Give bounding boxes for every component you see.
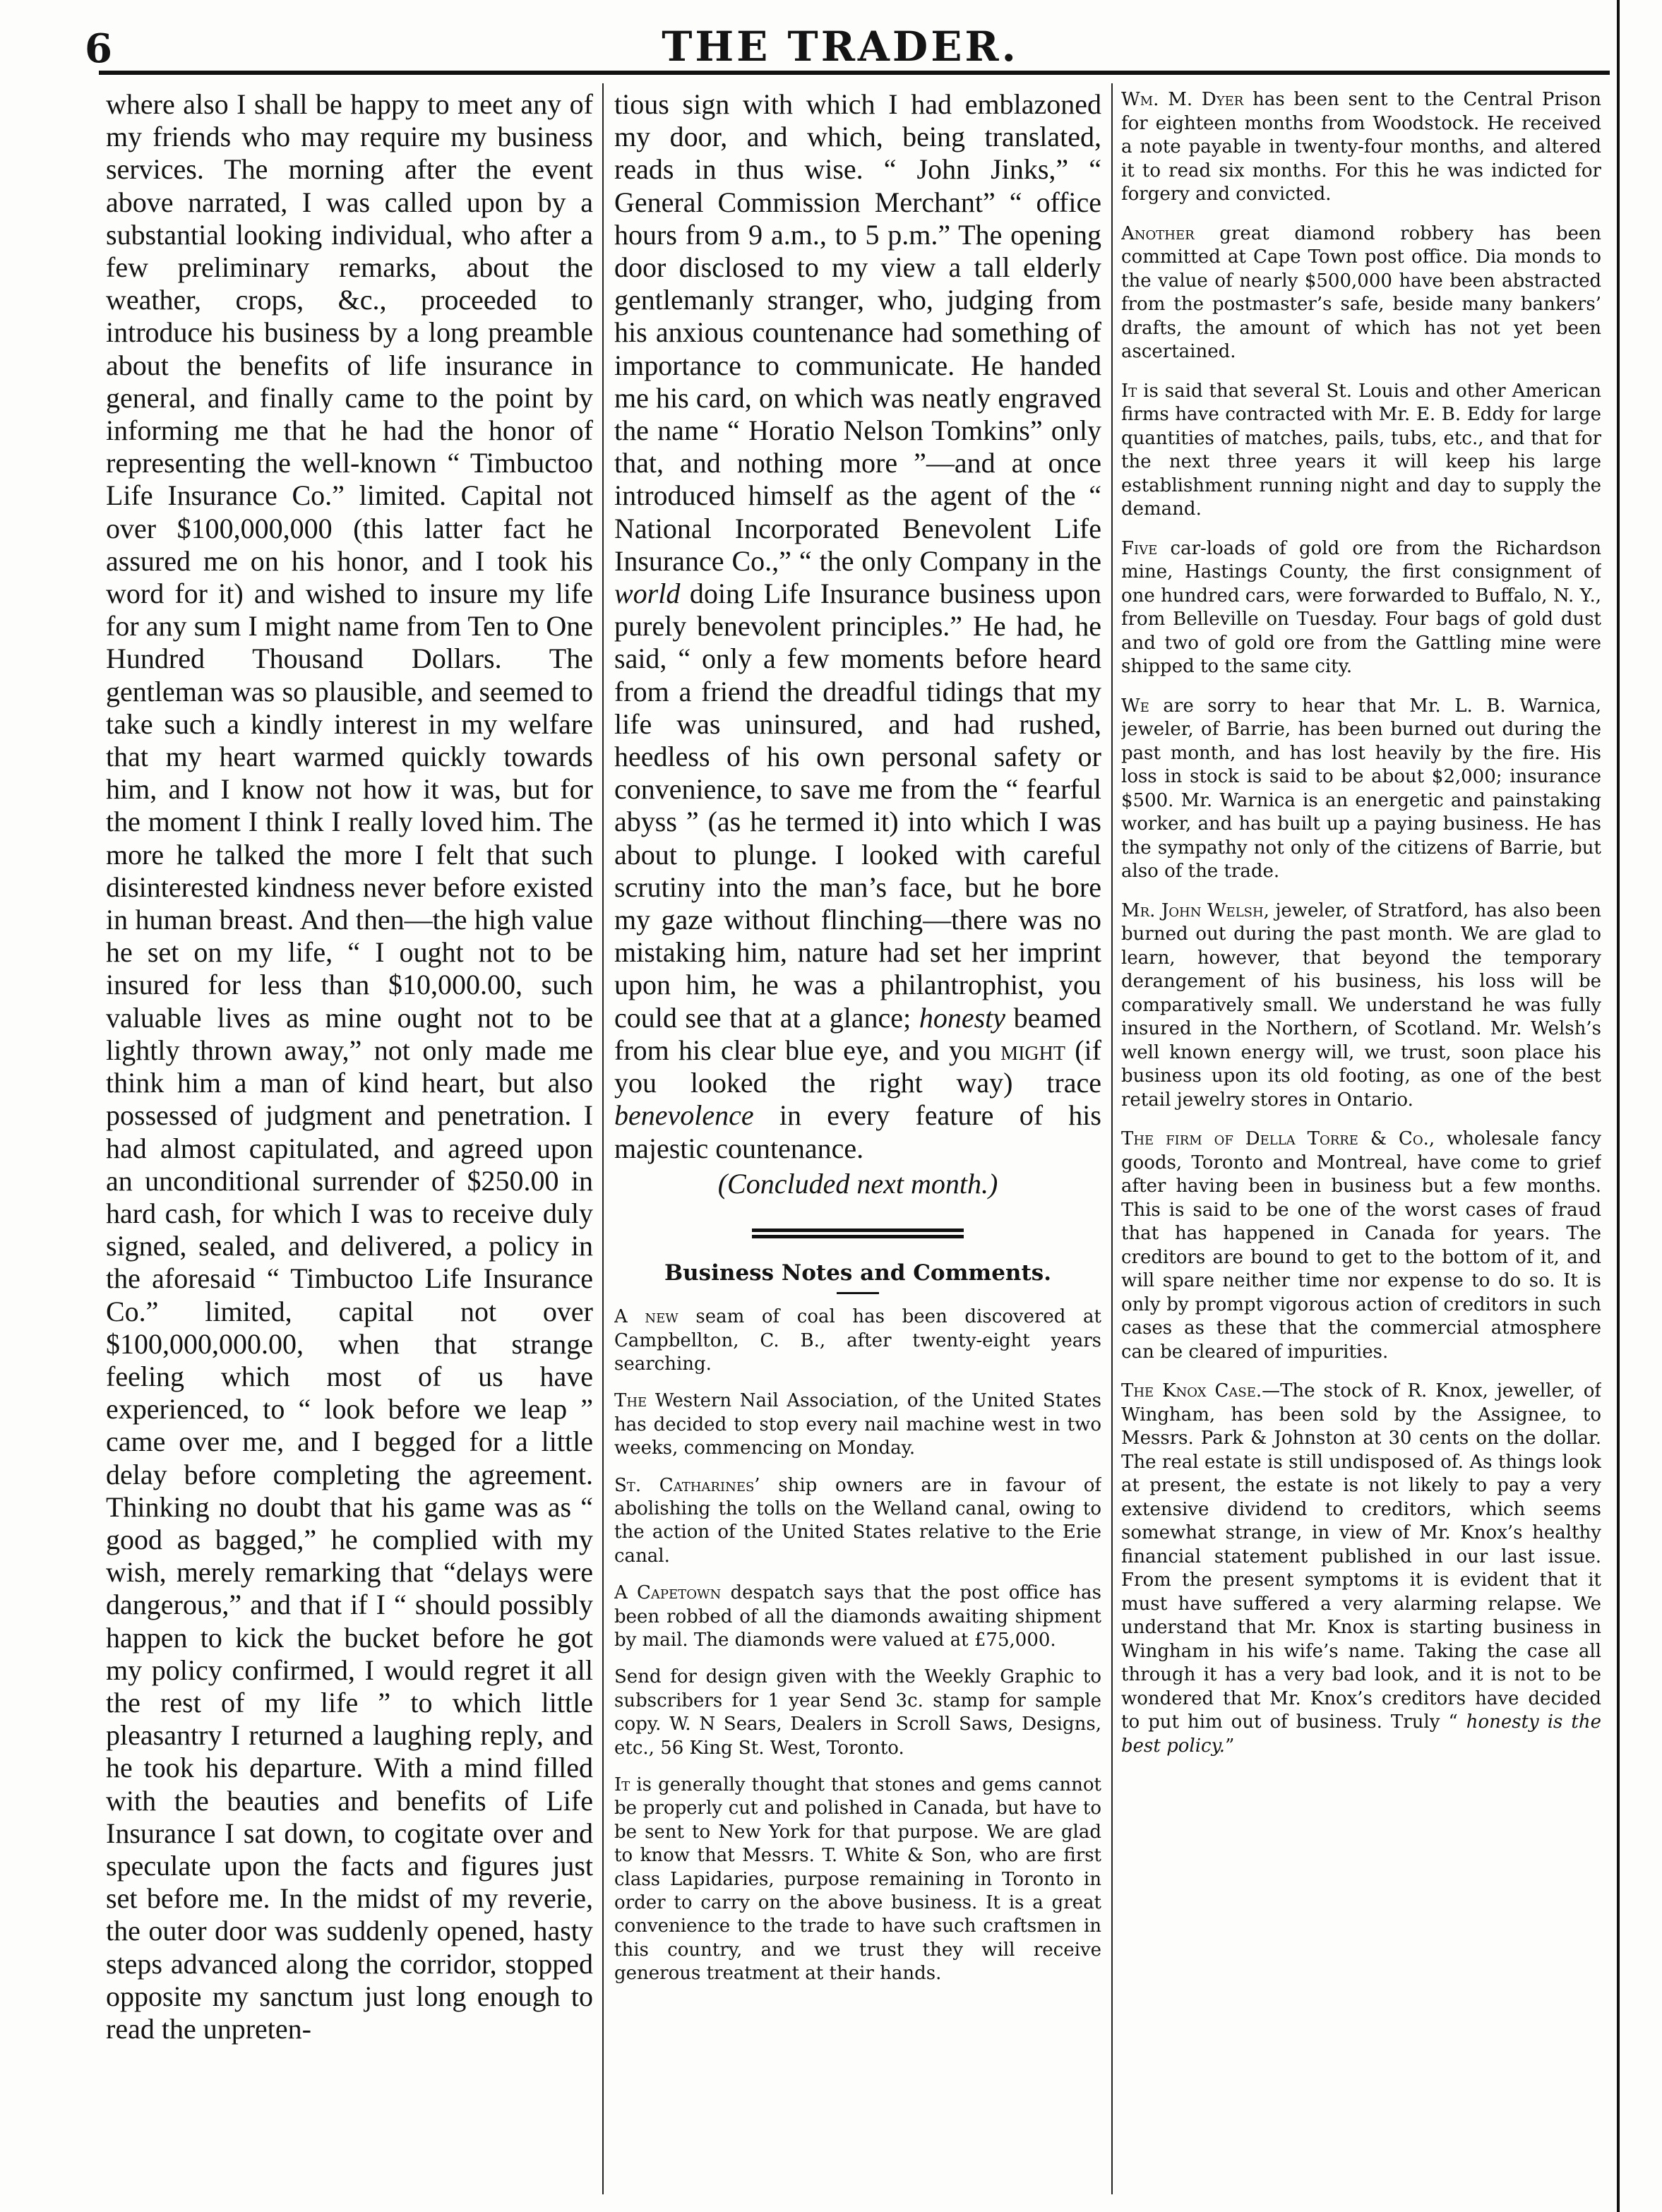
- news-item: Mr. John Welsh, jeweler, of Stratford, has also been burned out during the past month. We are glad to learn, however, that beyond the temporary derangement of his business, his loss will be comparatively small. We understand he was fully insured in the Northern, of Scotland. Mr. Welsh’s well known energy will, we trust, soon place his business upon its old footing, as one of the best retail jewelry stores in Ontario.: [1121, 899, 1601, 1111]
- news-item: The firm of Della Torre & Co., wholesale fancy goods, Toronto and Montreal, have come to grief after having been in business but a few months. This is said to be one of the worst cases of fraud that has happened in Canada for years. The creditors are bound to get to the bottom of it, and will spare neither time nor expense to do so. It is only by prompt vigorous action of creditors in such cases as these that the commercial atmosphere can be cleared of impurities.: [1121, 1128, 1601, 1363]
- business-notes-list: [614, 1305, 1101, 1986]
- page-number: 6: [85, 25, 112, 72]
- advertisement-item: Send for design given with the Weekly Graphic to subscribers for 1 year Send 3c. stamp for sample copy. W. N Sears, Dealers in Scroll Saws, Designs, etc., 56 King St. West, Toronto.: [614, 1666, 1101, 1759]
- news-item: It is said that several St. Louis and other American firms have contracted with Mr. E. B. Eddy for large quantities of matches, pails, tubs, etc., and that for the next three years it will keep his large establishment running night and day to supply the demand.: [1121, 380, 1601, 520]
- column-3: [1121, 88, 1601, 1774]
- concluded-next-month: (Concluded next month.): [717, 1167, 998, 1200]
- section-divider: [752, 1228, 964, 1238]
- news-item: Five car-loads of gold ore from the Richardson mine, Hastings County, the first consignment of one hundred cars, were forwarded to Buffalo, N. Y., from Belleville on Tuesday. Four bags of gold dust and two of gold ore from the Gattling mine were shipped to the same city.: [1121, 537, 1601, 677]
- news-item: We are sorry to hear that Mr. L. B. Warnica, jeweler, of Barrie, has been burned out during the past month, and has lost heavily by the fire. His loss in stock is said to be about $2,000; insurance $500. Mr. Warnica is an energetic and painstaking worker, and has built up a paying business. He has the sympathy not only of the citizens of Barrie, but also of the trade.: [1121, 695, 1601, 882]
- section-title: Business Notes and Comments.: [664, 1260, 1052, 1286]
- news-item: Another great diamond robbery has been committed at Cape Town post office. Dia monds to the value of nearly $500,000 have been abstracted from the postmaster’s safe, beside many bankers’ drafts, the amount of which has not yet been ascertained.: [1121, 222, 1601, 362]
- column-divider-2: [1111, 83, 1113, 2194]
- news-item: St. Catharines’ ship owners are in favour of abolishing the tolls on the Welland canal, owing to the action of the United States relative to the Erie canal.: [614, 1474, 1101, 1567]
- page-header: [71, 14, 1610, 78]
- news-item: A Capetown despatch says that the post office has been robbed of all the diamonds awaiting shipment by mail. The diamonds were valued at £75,000.: [614, 1582, 1101, 1651]
- story-conclusion-paragraph: tious sign with which I had emblazoned my door, and which, being translated, reads in thus wise. “ John Jinks,” “ General Commission Merchant” “ office hours from 9 a.m., to 5 p.m.” The opening door disclosed to my view a tall elderly gentlemanly stranger, who, judging from his anxious countenance had something of importance to communicate. He handed me his card, on which was neatly engraved the name “ Horatio Nelson Tomkins” only that, and nothing more ”—and at once introduced himself as the agent of the “ National Incorporated Benevolent Life Insurance Co.,” “ the only Company in the world doing Life Insurance business upon purely benevolent principles.” He had, he said, “ only a few moments before heard from a friend the dreadful tidings that my life was uninsured, and had rushed, heedless of his own personal safety or convenience, to save me from the “ fearful abyss ” (as he termed it) into which I was about to plunge. I looked with careful scrutiny into the man’s face, but he bore my gaze without flinching—there was no mistaking him, nature had set her imprint upon him, he was a philantrophist, you could see that at a glance; honesty beamed from his clear blue eye, and you might (if you looked the right way) trace benevolence in every feature of his majestic countenance.: [614, 88, 1101, 1164]
- header-rule: [99, 71, 1610, 75]
- news-item: Wm. M. Dyer has been sent to the Central Prison for eighteen months from Woodstock. He received a note payable in twenty-four months, and altered it to read six months. For this he was indicted for forgery and convicted.: [1121, 89, 1601, 205]
- news-item: The Knox Case.—The stock of R. Knox, jeweller, of Wingham, has been sold by the Assignee, to Messrs. Park & Johnston at 30 cents on the dollar. The real estate is still undisposed of. As things look at present, the estate is not likely to pay a very extensive dividend to creditors, which seems somewhat strange, in view of Mr. Knox’s healthy financial statement published in our last issue. From the present symptoms it is evident that it must have suffered a very alarming relapse. We understand that Mr. Knox is starting business in Wingham in his wife’s name. Taking the case all through it has a very bad look, and it is not to be wondered that Mr. Knox’s creditors have decided to put him out of business. Truly “ honesty is the best policy.”: [1121, 1380, 1601, 1757]
- title-underline: [837, 1292, 879, 1294]
- column-divider-1: [602, 83, 604, 2194]
- story-continuation-text: where also I shall be happy to meet any of my friends who may require my business services. The morning after the event above narrated, I was called upon by a substantial looking individual, who after a few preliminary remarks, about the weather, crops, &c., proceeded to introduce his business by a long preamble about the benefits of life insurance in general, and finally came to the point by informing me that he had the honor of representing the well-known “ Timbuctoo Life Insurance Co.” limited. Capital not over $100,000,000 (this latter fact he assured me on his honor, and I took his word for it) and wished to insure my life for any sum I might name from Ten to One Hundred Thousand Dollars. The gentleman was so plausible, and seemed to take such a kindly interest in my welfare that my heart warmed quickly towards him, and I know not how it was, but for the moment I think I really loved him. The more he talked the more I felt that such disinterested kindness never before existed in human breast. And then—the high value he set on my life, “ I ought not to be insured for less than $10,000.00, such valuable lives as mine ought not to be lightly thrown away,” not only made me think him a man of kind heart, but also possessed of judgment and penetration. I had almost capitulated, and agreed upon an unconditional surrender of $250.00 in hard cash, for which I was to receive duly signed, sealed, and delivered, a policy in the aforesaid “ Timbuctoo Life Insurance Co.” limited, capital not over $100,000,000.00, when that strange feeling which most of us have experienced, to “ look before we leap ” came over me, and I begged for a little delay before completing the agreement. Thinking no doubt that his game was as “ good as bagged,” he complied with my wish, merely remarking that “delays were dangerous,” and that if I “ should possibly happen to kick the bucket before he got my policy confirmed, I would regret it all the rest of my life ” to which little pleasantry I returned a laughing reply, and he took his departure. With a mind filled with the beauties and benefits of Life Insurance I sat down, to cogitate over and speculate upon the facts and figures just set before me. In the midst of my reverie, the outer door was suddenly opened, hasty steps advanced along the corridor, stopped opposite my sanctum just long enough to read the unpreten-: [106, 88, 593, 2045]
- column-2: [614, 88, 1101, 1999]
- news-item: The Western Nail Association, of the United States has decided to stop every nail machine west in two weeks, commencing on Monday.: [614, 1390, 1101, 1459]
- newspaper-title: THE TRADER.: [662, 23, 1019, 71]
- page-edge-rule: [1617, 0, 1620, 2212]
- column-1: [106, 88, 593, 2045]
- news-item: It is generally thought that stones and gems cannot be properly cut and polished in Canada, but have to be sent to New York for that purpose. We are glad to know that Messrs. T. White & Son, who are first class Lapidaries, purpose remaining in Toronto in order to carry on the above business. It is a great convenience to the trade to have such craftsmen in this country, and we trust they will receive generous treatment at their hands.: [614, 1774, 1101, 1985]
- news-item: A new seam of coal has been discovered at Campbellton, C. B., after twenty-eight years searching.: [614, 1306, 1101, 1375]
